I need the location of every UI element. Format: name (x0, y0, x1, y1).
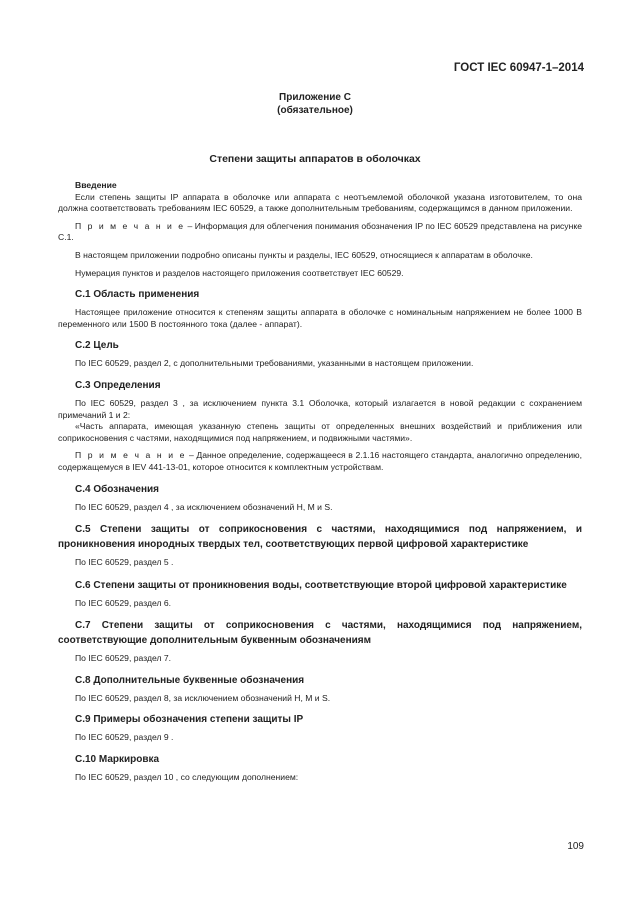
section-c9-text: По IEC 60529, раздел 9 . (75, 732, 174, 743)
section-c3-text-1: По IEC 60529, раздел 3 , за исключением пункта 3.1 Оболочка, который излагается в новой редакции с сохранением примечаний 1 и 2: (58, 397, 582, 420)
intro-note (58, 221, 582, 244)
section-c7-heading: С.7 Степени защиты от соприкосновения с частями, находящимися под напряжением, соответствующие дополнительным буквенным обозначениям (58, 620, 582, 647)
section-c5-heading: С.5 Степени защиты от соприкосновения с частями, находящимися под напряжением, и проникновения инородных твердых тел, соответствующих первой цифровой характеристике (58, 524, 582, 551)
note-label: П р и м е ч а н и е (75, 450, 187, 461)
note-label: П р и м е ч а н и е (75, 220, 186, 231)
annex-heading (0, 91, 630, 117)
section-c2-text: По IEC 60529, раздел 2, с дополнительными требованиями, указанными в настоящем приложении. (75, 358, 474, 369)
document-body (58, 180, 582, 784)
section-c3-note (58, 450, 582, 473)
section-c1-heading: С.1 Область применения (75, 289, 200, 301)
annex-status: (обязательное) (277, 105, 353, 116)
note-text: – Данное определение, содержащееся в 2.1.16 настоящего стандарта, аналогично определению, содержащемуся в IEV 441-13-01, которое относится к комплектным устройствам. (58, 450, 582, 472)
section-c3-heading: С.3 Определения (75, 379, 161, 391)
note-text: – Информация для облегчения понимания обозначения IP по IEC 60529 представлена на рисунке С.1. (58, 220, 582, 243)
standard-code: ГОСТ IEC 60947-1–2014 (453, 62, 584, 74)
section-c8-text: По IEC 60529, раздел 8, за исключением обозначений H, M и S. (75, 692, 331, 703)
section-c5-text: По IEC 60529, раздел 5 . (75, 557, 174, 568)
section-c1-text: Настоящее приложение относится к степеням защиты аппарата в оболочке с номинальным напряжением не более 1000 В переменного или 1500 В постоянного тока (далее - аппарат). (58, 307, 582, 329)
intro-heading: Введение (75, 180, 117, 190)
section-c6-heading: С.6 Степени защиты от проникновения воды, соответствующие второй цифровой характеристике (75, 579, 567, 591)
section-c8-heading: С.8 Дополнительные буквенные обозначения (75, 674, 305, 686)
section-c9-heading: С.9 Примеры обозначения степени защиты IP (75, 714, 304, 726)
section-c7-text: По IEC 60529, раздел 7. (75, 653, 172, 664)
section-c10-heading: С.10 Маркировка (75, 754, 160, 766)
intro-paragraph-1: Если степень защиты IP аппарата в оболочке или аппарата с неотъемлемой оболочкой указана изготовителем, то она должна соответствовать требованиям IEC 60529, а также дополнительным требованиям, содержащимся в данном приложении. (58, 191, 582, 214)
intro-paragraph-3: Нумерация пунктов и разделов настоящего приложения соответствует IEC 60529. (75, 267, 404, 278)
annex-title: Приложение С (279, 92, 351, 103)
page-title: Степени защиты аппаратов в оболочках (209, 153, 421, 165)
section-c3-text-2: «Часть аппарата, имеющая указанную степень защиты от определенных внешних воздействий и приближения или соприкосновения с частями, находящимися под напряжением, и подвижными частями». (58, 421, 582, 443)
section-c2-heading: С.2 Цель (75, 340, 119, 352)
section-c6-text: По IEC 60529, раздел 6. (75, 597, 172, 608)
page-number: 109 (567, 841, 584, 852)
section-c4-text: По IEC 60529, раздел 4 , за исключением обозначений H, M и S. (75, 501, 333, 512)
section-c4-heading: С.4 Обозначения (75, 483, 159, 495)
intro-paragraph-2: В настоящем приложении подробно описаны пункты и разделы, IEC 60529, относящиеся к аппаратам в оболочке. (75, 249, 533, 260)
section-c10-text: По IEC 60529, раздел 10 , со следующим дополнением: (75, 772, 299, 783)
